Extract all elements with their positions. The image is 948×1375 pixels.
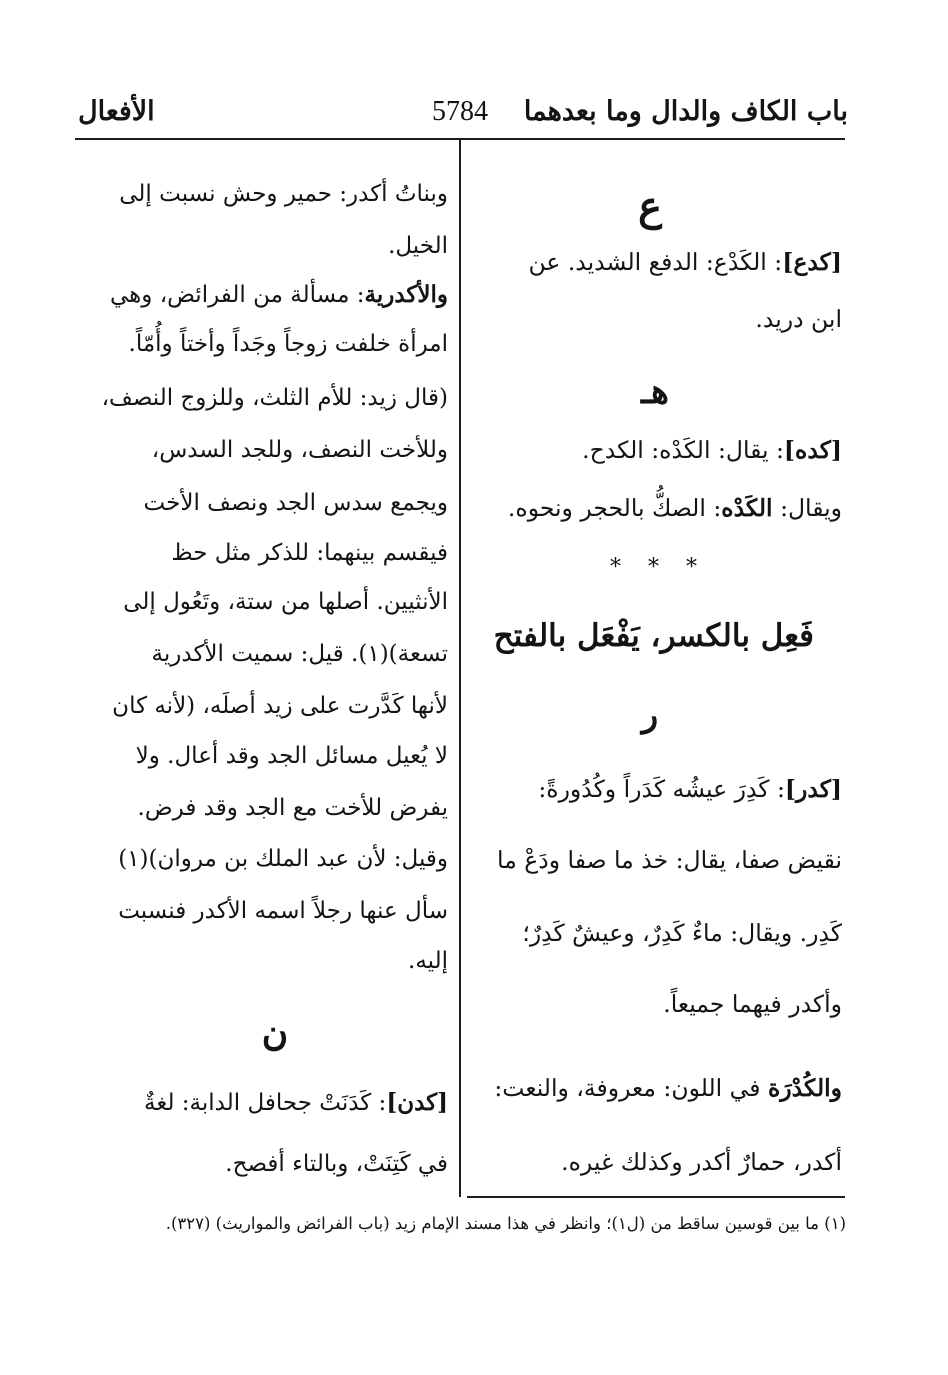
left-line-11: لأنها كَدَّرت على زيد أصلَه، (لأنه كان xyxy=(112,693,448,719)
headword-akdariyya: والأكدرية xyxy=(364,281,448,308)
footnote-rule xyxy=(467,1196,845,1198)
section-separator-stars: * * * xyxy=(610,555,707,580)
entry-kadir-line-6: أكدر، حمارٌ أكدر وكذلك غيره. xyxy=(561,1148,842,1176)
headword-kadan: [كدن] xyxy=(386,1089,448,1116)
letter-heading-ra: ر xyxy=(641,695,659,735)
running-header-category: الأفعال xyxy=(78,96,155,127)
column-divider xyxy=(459,139,461,1197)
left-line-5: (قال زيد: للأم الثلث، وللزوج النصف، xyxy=(101,385,448,411)
left-line-8: فيقسم بينهما: للذكر مثل حظ xyxy=(171,540,448,566)
left-line-3: والأكدرية: مسألة من الفرائض، وهي xyxy=(109,281,448,308)
left-line-13: يفرض للأخت مع الجد وقد فرض. xyxy=(137,795,448,821)
left-line-15: سأل عنها رجلاً اسمه الأكدر فنسبت xyxy=(118,898,448,924)
left-line-16: إليه. xyxy=(408,948,448,974)
left-line-7: ويجمع سدس الجد ونصف الأخت xyxy=(143,490,448,516)
left-line-14: وقيل: لأن عبد الملك بن مروان)(١) xyxy=(118,846,448,872)
footnote: (١) ما بين قوسين ساقط من (ل١)؛ وانظر في هذا مسند الإمام زيد (باب الفرائض والمواريث) (٣٢٧). xyxy=(165,1214,846,1233)
entry-kadan-line-1: [كدن]: كَدَنَتْ جحافل الدابة: لغةٌ xyxy=(144,1089,448,1116)
left-line-1: وبناتُ أكدر: حمير وحش نسبت إلى xyxy=(119,181,448,207)
entry-kada-line-1: [كدع]: الكَدْع: الدفع الشديد. عن xyxy=(528,248,842,276)
headword-kada: [كدع] xyxy=(782,248,842,276)
entry-kadir-line-5: والكُدْرَة في اللون: معروفة، والنعت: xyxy=(494,1074,842,1102)
letter-heading-ha: هـ xyxy=(641,372,669,412)
letter-heading-nun: ن xyxy=(261,1012,289,1054)
entry-kadah-line-1: [كده]: يقال: الكَدْه: الكدح. xyxy=(582,436,842,464)
entry-kadir-line-2: نقيض صفا، يقال: خذ ما صفا ودَعْ ما xyxy=(497,846,842,874)
entry-kadah-line-2: ويقال: الكَدْه: الصكُّ بالحجر ونحوه. xyxy=(507,494,842,522)
entry-kadir-line-1: [كدر]: كَدِرَ عيشُه كَدَراً وكُدُورةً: xyxy=(538,775,842,803)
left-line-6: وللأخت النصف، وللجد السدس، xyxy=(151,437,448,463)
entry-kadir-line-3: كَدِر. ويقال: ماءٌ كَدِرٌ، وعيشٌ كَدِرٌ؛ xyxy=(522,919,842,947)
entry-kadir-line-4: وأكدر فيهما جميعاً. xyxy=(663,990,842,1018)
letter-heading-ain: ع xyxy=(638,183,662,230)
entry-kada-line-2: ابن دريد. xyxy=(755,305,842,333)
left-line-10: تسعة)(١). قيل: سميت الأكدرية xyxy=(151,641,448,667)
left-line-4: امرأة خلفت زوجاً وجَداً وأختاً وأُمّاً. xyxy=(128,331,448,357)
left-line-2: الخيل. xyxy=(388,233,448,259)
headword-kadah: [كده] xyxy=(783,436,842,464)
headword-kadir: [كدر] xyxy=(784,775,842,803)
page-number: 5784 xyxy=(432,96,488,127)
left-line-12: لا يُعيل مسائل الجد وقد أعال. ولا xyxy=(135,743,448,769)
entry-kadan-line-2: في كَتِنَتْ، وبالتاء أفصح. xyxy=(225,1151,448,1177)
running-header-section: باب الكاف والدال وما بعدهما xyxy=(523,96,848,127)
section-title: فَعِل بالكسر، يَفْعَل بالفتح xyxy=(493,618,814,654)
left-line-9: الأنثيين. أصلها من ستة، وتَعُول إلى xyxy=(123,589,448,615)
